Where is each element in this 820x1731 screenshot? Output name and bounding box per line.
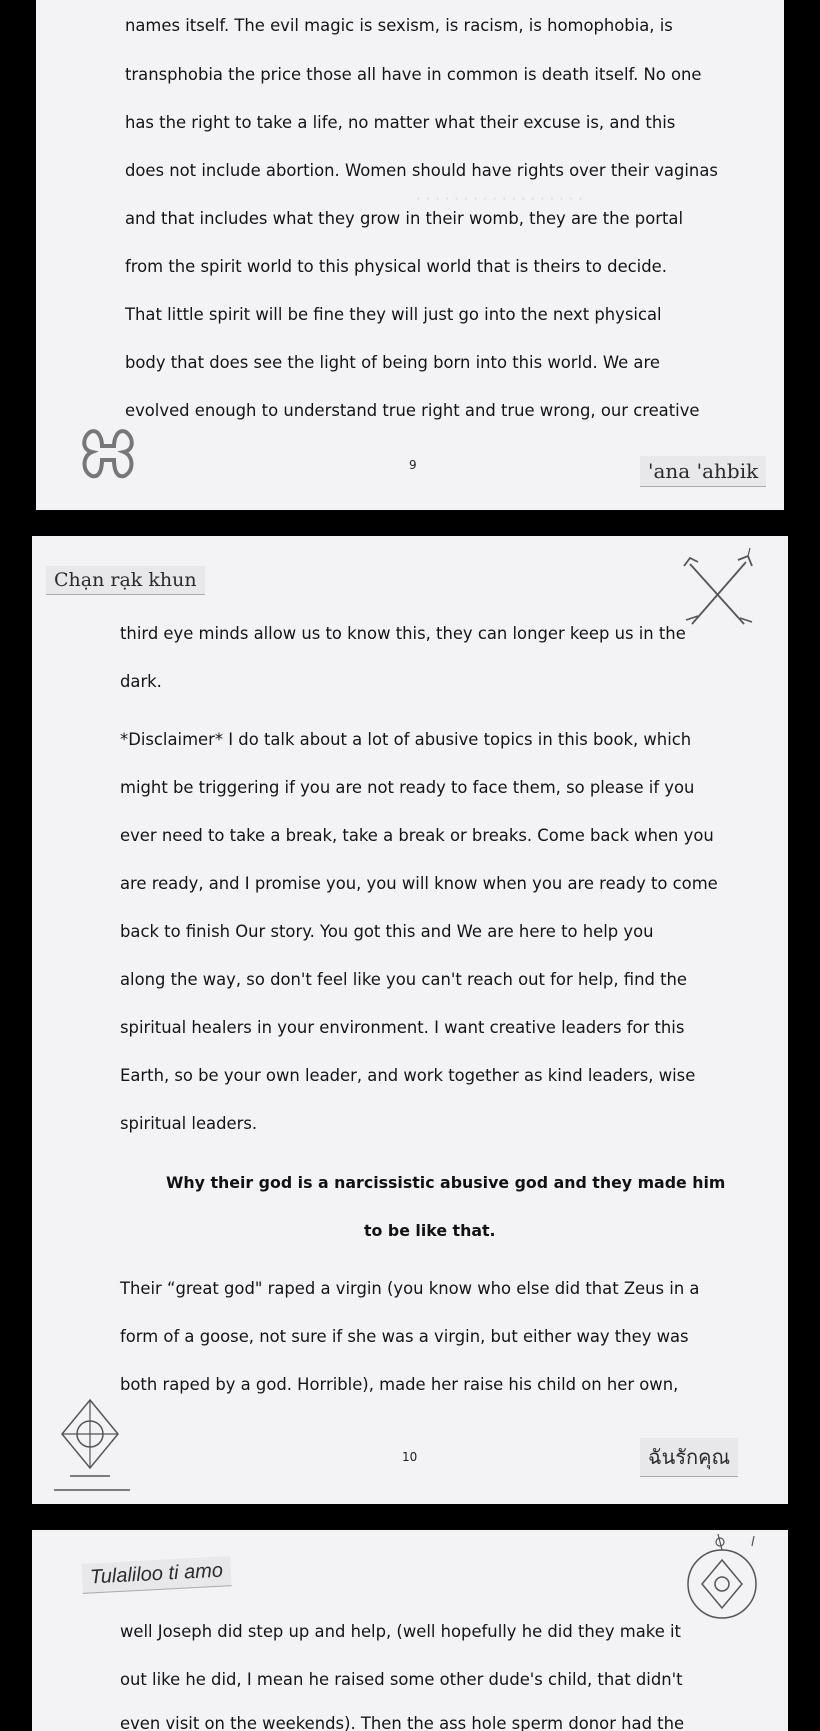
text-line: Their “great god" raped a virgin (you know who else did that Zeus in a	[120, 1279, 700, 1298]
stamp-label: Chạn rạk khun	[46, 566, 205, 595]
text-line: body that does see the light of being born into this world. We are	[125, 353, 660, 372]
text-line: out like he did, I mean he raised some other dude's child, that didn't	[120, 1670, 683, 1689]
page-11	[32, 1530, 788, 1731]
text-line: from the spirit world to this physical world that is theirs to decide.	[125, 257, 667, 276]
text-line: names itself. The evil magic is sexism, is racism, is homophobia, is	[125, 16, 673, 35]
text-line: might be triggering if you are not ready to face them, so please if you	[120, 778, 695, 797]
text-line: well Joseph did step up and help, (well hopefully he did they make it	[120, 1622, 681, 1641]
page-9	[36, 0, 784, 510]
text-line: form of a goose, not sure if she was a virgin, but either way they was	[120, 1327, 689, 1346]
stamp-label: 'ana 'ahbik	[640, 456, 766, 487]
text-line: Earth, so be your own leader, and work together as kind leaders, wise	[120, 1066, 696, 1085]
text-line: third eye minds allow us to know this, they can longer keep us in the	[120, 624, 686, 643]
text-line: evolved enough to understand true right and true wrong, our creative	[125, 401, 700, 420]
text-line: are ready, and I promise you, you will know when you are ready to come	[120, 874, 718, 893]
bleed-through-text: · · · · · · · · · · · · · · · · · ·	[416, 190, 583, 208]
text-line: has the right to take a life, no matter what their excuse is, and this	[125, 113, 676, 132]
section-heading: Why their god is a narcissistic abusive god and they made him	[166, 1173, 726, 1192]
text-line: transphobia the price those all have in common is death itself. No one	[125, 65, 702, 84]
text-line: along the way, so don't feel like you can't reach out for help, find the	[120, 970, 687, 989]
diamond-symbol-icon	[50, 1396, 140, 1496]
knot-symbol-icon	[80, 424, 136, 482]
page-number: 10	[402, 1450, 418, 1464]
stamp-label: ฉันรักคุณ	[640, 1438, 738, 1477]
crossed-arrows-icon	[680, 544, 760, 634]
text-line: both raped by a god. Horrible), made her raise his child on her own,	[120, 1375, 679, 1394]
text-line: *Disclaimer* I do talk about a lot of abusive topics in this book, which	[120, 730, 692, 749]
page-number: 9	[409, 458, 417, 472]
page-10	[32, 536, 788, 1504]
text-line: spiritual leaders.	[120, 1114, 258, 1133]
text-line: and that includes what they grow in their womb, they are the portal	[125, 209, 683, 228]
text-line: even visit on the weekends). Then the ass hole sperm donor had the	[120, 1714, 685, 1731]
text-line: dark.	[120, 672, 162, 691]
text-line: back to finish Our story. You got this and We are here to help you	[120, 922, 654, 941]
text-line: That little spirit will be fine they will just go into the next physical	[125, 305, 662, 324]
stamp-label: Tulaliloo ti amo	[81, 1556, 231, 1594]
text-line: does not include abortion. Women should have rights over their vaginas	[125, 161, 718, 180]
text-line: ever need to take a break, take a break or breaks. Come back when you	[120, 826, 714, 845]
text-line: spiritual healers in your environment. I want creative leaders for this	[120, 1018, 685, 1037]
circle-symbol-icon	[682, 1532, 768, 1622]
section-heading: to be like that.	[364, 1221, 496, 1240]
